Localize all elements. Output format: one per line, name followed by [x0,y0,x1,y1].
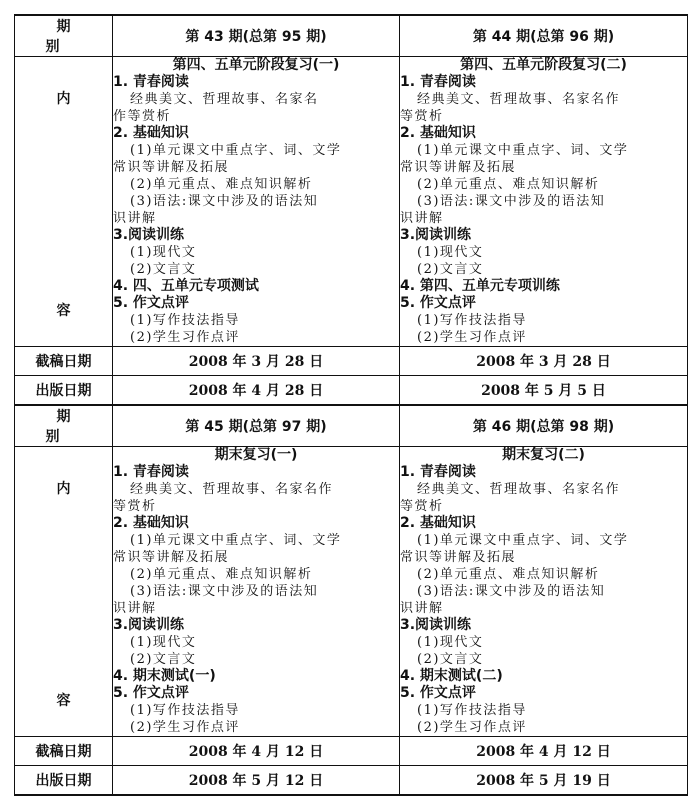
content-line: 常识等讲解及拓展 [400,160,517,175]
content-lines [400,464,687,736]
issue-content [400,57,688,347]
content-row [15,447,688,737]
content-line: 等赏析 [400,109,444,124]
section-title: 期末复习(一) [214,447,298,463]
content-heading: 3.阅读训练 [113,617,185,633]
content-line: 作等赏析 [113,109,172,124]
content-lines [113,464,399,736]
issue-content [400,447,688,737]
content-line: 经典美文、哲理故事、名家名作 [417,92,621,107]
content-label-bottom: 容 [56,692,71,709]
content-heading: 1. 青春阅读 [113,74,189,90]
content-heading: 5. 作文点评 [113,685,189,701]
content-line: 识讲解 [400,211,444,226]
content-heading: 1. 青春阅读 [400,464,476,480]
content-line: (2)单元重点、难点知识解析 [130,567,313,582]
content-heading: 5. 作文点评 [400,295,476,311]
publish-date: 2008 年 5 月 19 日 [400,766,688,796]
deadline-date: 2008 年 4 月 12 日 [113,737,400,766]
content-line: (1)单元课文中重点字、词、文学 [417,143,629,158]
content-label-top: 内 [56,480,71,497]
section-title: 第四、五单元阶段复习(二) [460,57,627,73]
publish-row [15,376,688,406]
content-lines [400,74,687,346]
content-line: (1)现代文 [130,245,197,260]
content-lines [113,74,399,346]
deadline-label: 截稿日期 [15,737,113,766]
content-line: (3)语法:课文中涉及的语法知 [417,584,606,599]
publish-date: 2008 年 4 月 28 日 [113,376,400,406]
content-line: (1)写作技法指导 [417,703,527,718]
content-line: (3)语法:课文中涉及的语法知 [130,584,319,599]
deadline-date: 2008 年 3 月 28 日 [113,347,400,376]
content-heading: 4. 第四、五单元专项训练 [400,278,560,294]
content-line: 经典美文、哲理故事、名家名作 [417,482,621,497]
content-label-cell [15,447,113,737]
issue-header: 第 43 期(总第 95 期) [113,15,400,57]
content-line: (1)单元课文中重点字、词、文学 [130,533,342,548]
issue-header-row [15,405,688,447]
section-title: 期末复习(二) [502,447,585,463]
content-line: (2)学生习作点评 [130,330,240,345]
issue-header: 第 45 期(总第 97 期) [113,405,400,447]
content-heading: 3.阅读训练 [400,617,472,633]
section-title: 第四、五单元阶段复习(一) [172,57,340,73]
publish-label: 出版日期 [15,376,113,406]
content-line: (2)学生习作点评 [417,720,527,735]
content-line: 经典美文、哲理故事、名家名作 [130,482,334,497]
content-line: (2)文言文 [130,652,197,667]
content-heading: 2. 基础知识 [113,515,189,531]
content-heading: 2. 基础知识 [400,515,476,531]
deadline-row [15,737,688,766]
content-heading: 5. 作文点评 [400,685,476,701]
content-line: 常识等讲解及拓展 [113,550,230,565]
content-heading: 1. 青春阅读 [400,74,476,90]
content-heading: 4. 四、五单元专项测试 [113,278,259,294]
content-line: 识讲解 [400,601,444,616]
publish-date: 2008 年 5 月 12 日 [113,766,400,796]
content-line: (1)写作技法指导 [130,313,240,328]
issue-label: 期 别 [45,409,93,445]
deadline-date: 2008 年 3 月 28 日 [400,347,688,376]
content-heading: 2. 基础知识 [400,125,476,141]
content-line: (2)文言文 [417,652,484,667]
content-line: (2)单元重点、难点知识解析 [417,567,600,582]
content-line: 常识等讲解及拓展 [400,550,517,565]
content-line: (2)文言文 [417,262,484,277]
issue-header-row [15,15,688,57]
issue-header: 第 46 期(总第 98 期) [400,405,688,447]
content-line: (2)学生习作点评 [130,720,240,735]
content-line: 识讲解 [113,601,157,616]
content-heading: 5. 作文点评 [113,295,189,311]
issue-schedule-table [14,14,688,796]
deadline-label: 截稿日期 [15,347,113,376]
issue-label: 期 别 [45,19,93,55]
content-label-cell [15,57,113,347]
issue-label-cell [15,405,113,447]
issue-header: 第 44 期(总第 96 期) [400,15,688,57]
publish-date: 2008 年 5 月 5 日 [400,376,688,406]
content-heading: 3.阅读训练 [113,227,185,243]
content-line: 等赏析 [113,499,157,514]
content-line: (1)现代文 [130,635,197,650]
content-label-top: 内 [56,90,71,107]
content-heading: 4. 期末测试(二) [400,668,503,684]
content-heading: 3.阅读训练 [400,227,472,243]
publish-label: 出版日期 [15,766,113,796]
deadline-date: 2008 年 4 月 12 日 [400,737,688,766]
issue-label-cell [15,15,113,57]
content-line: (2)单元重点、难点知识解析 [417,177,600,192]
content-line: (2)单元重点、难点知识解析 [130,177,313,192]
content-line: (1)现代文 [417,245,484,260]
content-line: (1)现代文 [417,635,484,650]
content-line: (1)单元课文中重点字、词、文学 [417,533,629,548]
content-line: 等赏析 [400,499,444,514]
content-line: (2)文言文 [130,262,197,277]
content-row [15,57,688,347]
content-line: 经典美文、哲理故事、名家名 [130,92,319,107]
issue-content [113,447,400,737]
content-line: 识讲解 [113,211,157,226]
content-line: (1)单元课文中重点字、词、文学 [130,143,342,158]
content-line: (1)写作技法指导 [130,703,240,718]
content-line: (2)学生习作点评 [417,330,527,345]
content-heading: 4. 期末测试(一) [113,668,216,684]
content-heading: 2. 基础知识 [113,125,189,141]
content-line: 常识等讲解及拓展 [113,160,230,175]
deadline-row [15,347,688,376]
publish-row [15,766,688,796]
content-heading: 1. 青春阅读 [113,464,189,480]
issue-content [113,57,400,347]
content-line: (3)语法:课文中涉及的语法知 [417,194,606,209]
content-line: (3)语法:课文中涉及的语法知 [130,194,319,209]
content-label-bottom: 容 [56,302,71,319]
content-line: (1)写作技法指导 [417,313,527,328]
